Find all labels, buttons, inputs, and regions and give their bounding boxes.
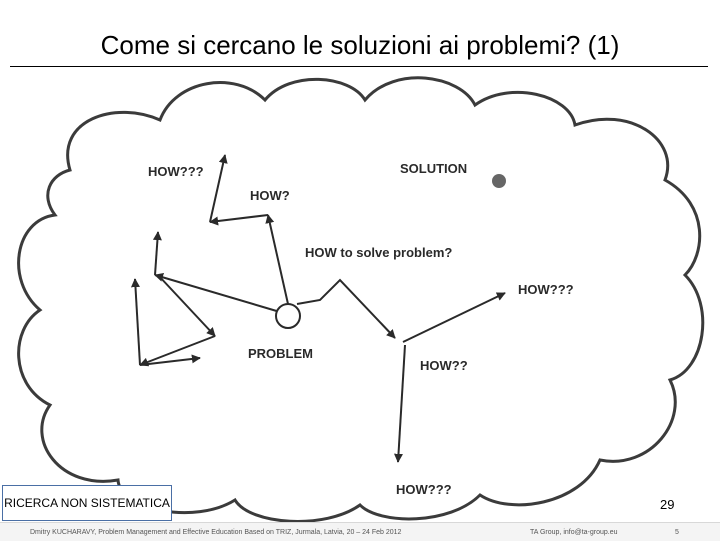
thought-cloud (19, 78, 703, 522)
arrow-to-left-cluster (155, 275, 280, 312)
arrow-to-how-bottom (398, 345, 405, 462)
label-how-bottom: HOW??? (396, 482, 452, 497)
footer-contact: TA Group, info@ta-group.eu (530, 529, 618, 536)
label-how-mid: HOW?? (420, 358, 468, 373)
page-number: 29 (660, 497, 675, 512)
label-how-top-left: HOW??? (148, 164, 204, 179)
footer-strip (0, 522, 720, 541)
arrow-to-how-right (403, 293, 505, 342)
arrow-up-left (155, 232, 158, 275)
problem-node (276, 304, 300, 328)
caption-box (2, 485, 172, 521)
path-zigzag (297, 280, 395, 338)
solution-node (492, 174, 506, 188)
label-solution: SOLUTION (400, 161, 468, 176)
label-problem: PROBLEM (248, 346, 313, 361)
label-how-right: HOW??? (518, 282, 574, 297)
search-paths (135, 155, 505, 462)
footer-citation: Dmitry KUCHARAVY, Problem Management and Effective Education Based on TRIZ, Jurmala, Latvia, 20 – 24 Feb 2012 (30, 529, 402, 536)
arrow-up-left-2 (135, 279, 140, 365)
slide-title: Come si cercano le soluzioni ai problemi? (1) (100, 30, 620, 60)
caption-text: RICERCA NON SISTEMATICA (4, 495, 170, 510)
label-how-small: HOW? (250, 188, 290, 203)
arrow-to-how-small (268, 215, 288, 304)
arrow-up-top (210, 155, 225, 222)
footer-page-ref: 5 (675, 529, 679, 536)
label-how-solve: HOW to solve problem? (305, 245, 453, 260)
arrow-to-how-top (210, 215, 268, 222)
